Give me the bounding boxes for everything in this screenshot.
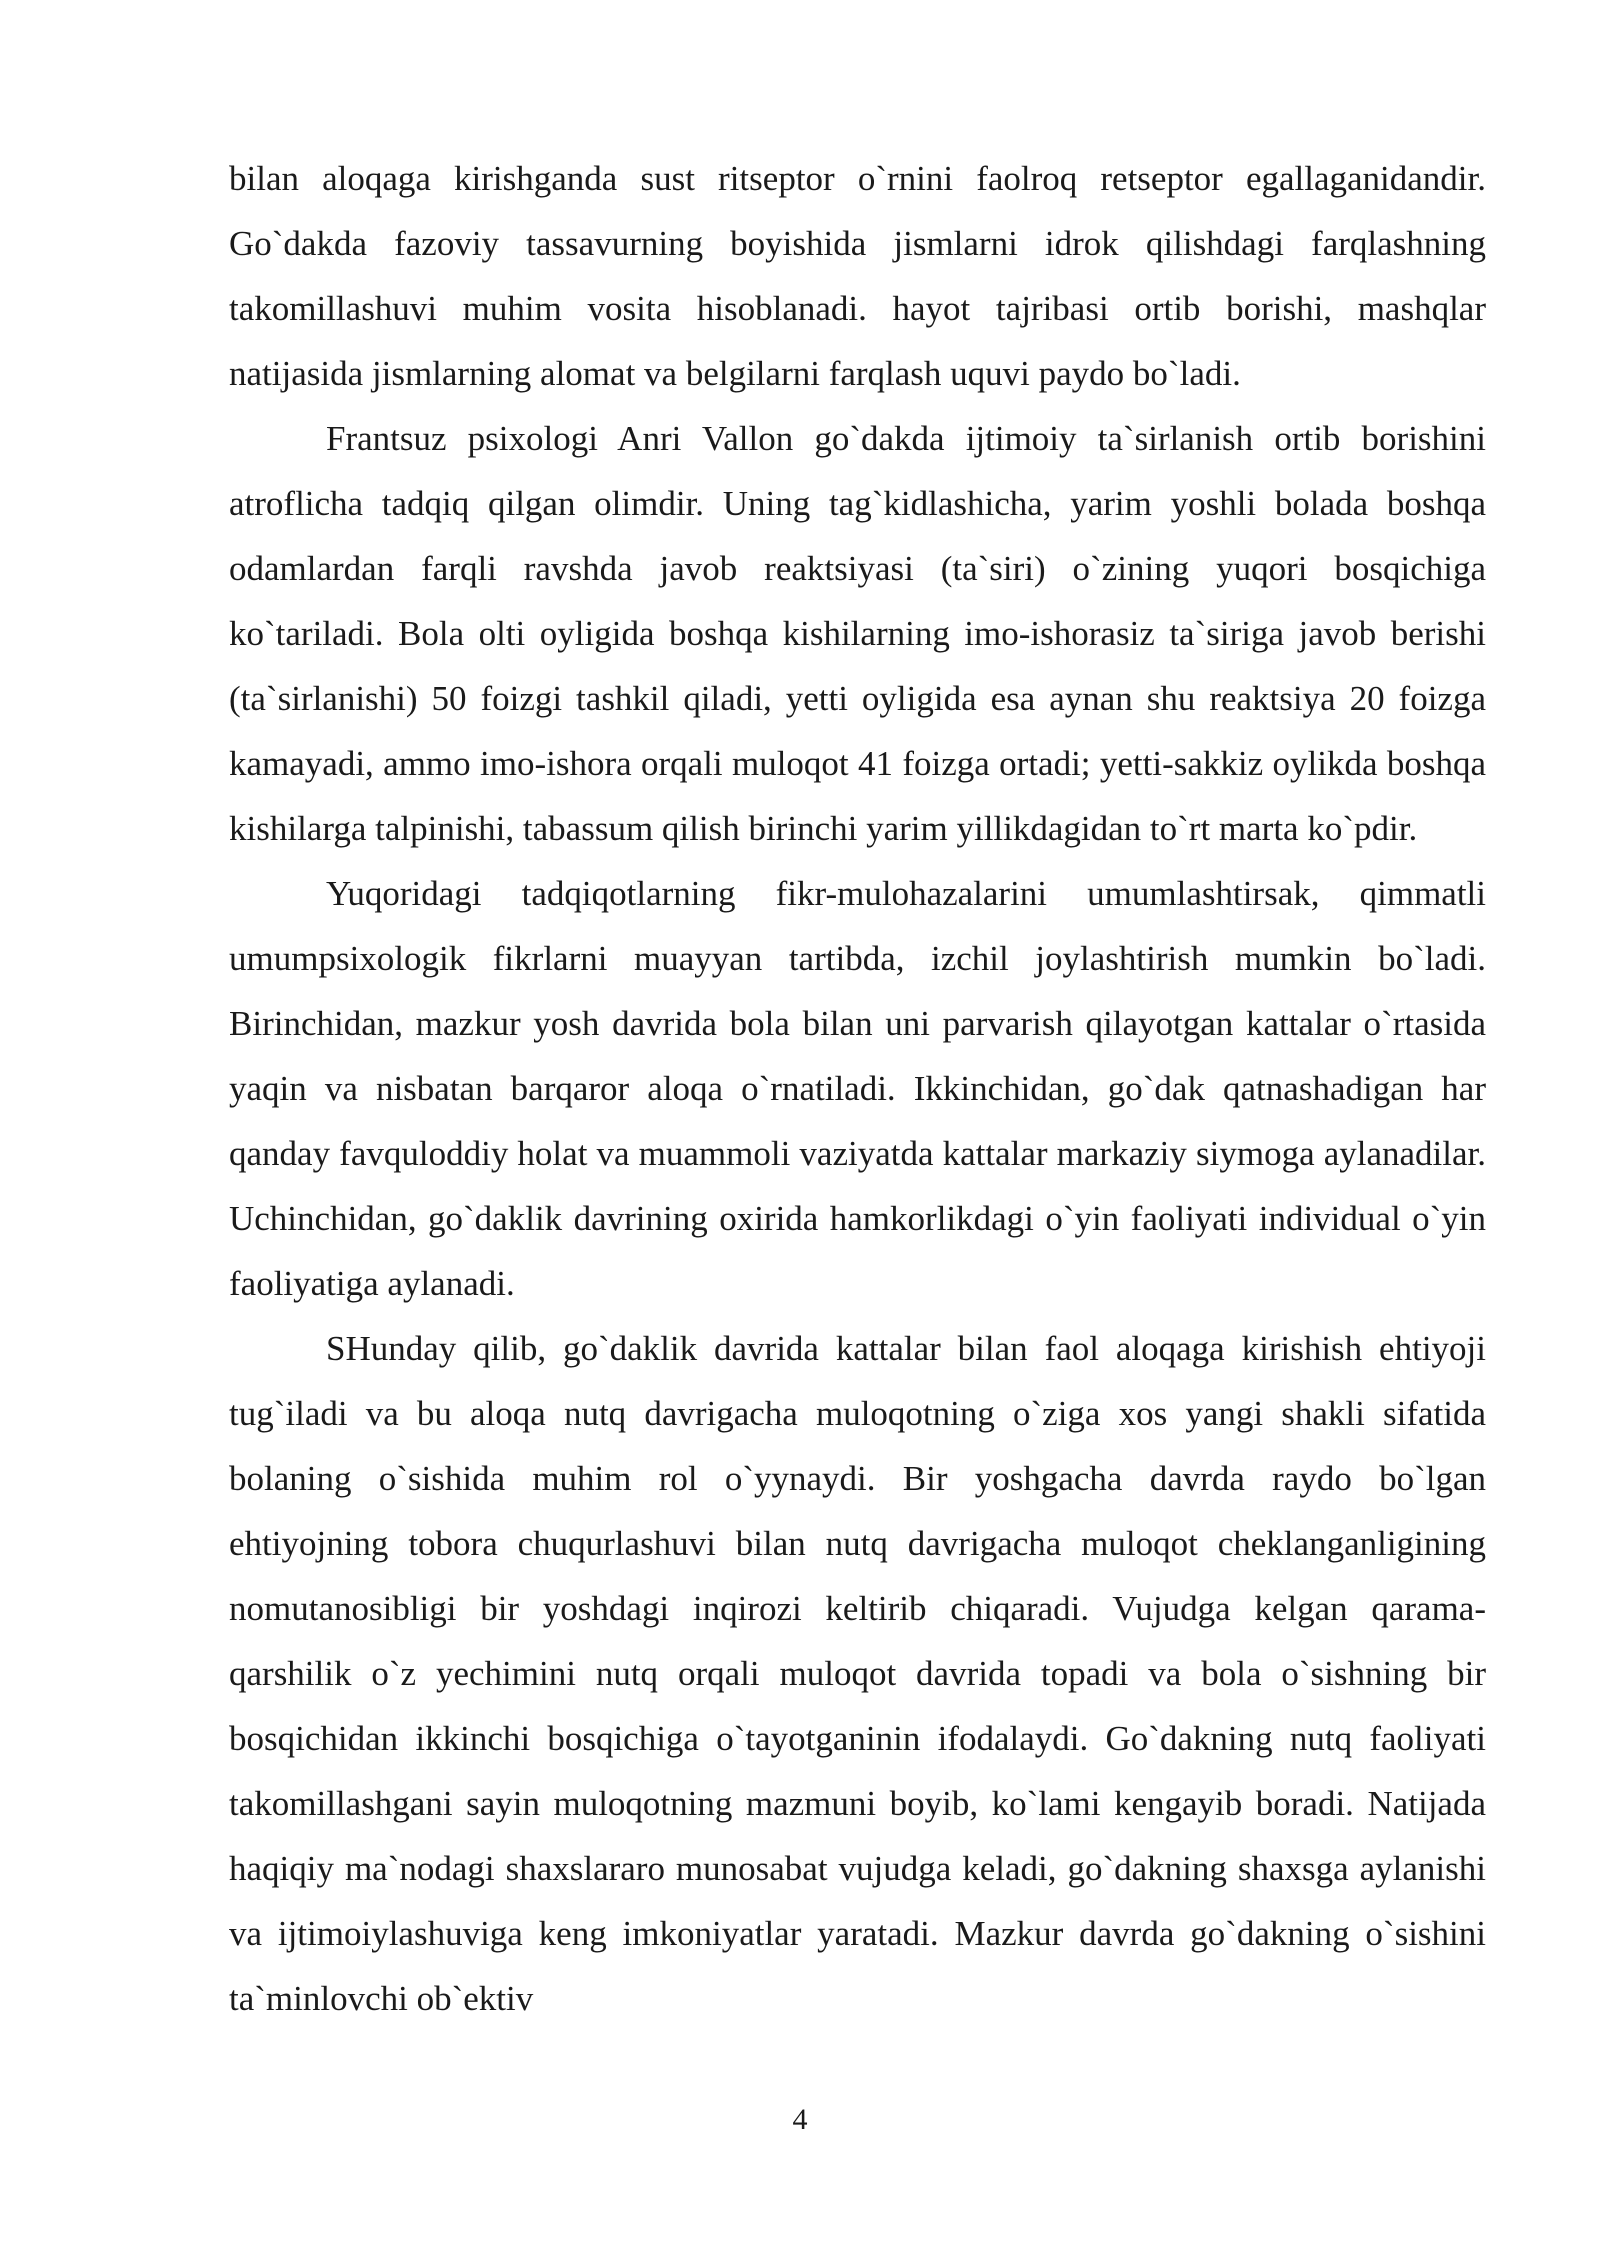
paragraph-summary: Yuqoridagi tadqiqotlarning fikr-mulohazalarini umumlashtirsak, qimmatli umumpsixologik fikrlarni muayyan tartibda, izchil joylashtirish mumkin bo`ladi. Birinchidan, mazkur yosh davrida bola bilan uni parvarish qilayotgan kattalar o`rtasida yaqin va nisbatan barqaror aloqa o`rnatiladi. Ikkinchidan, go`dak qatnashadigan har qanday favquloddiy holat va muammoli vaziyatda kattalar markaziy siymoga aylanadilar. Uchinchidan, go`daklik davrining oxirida hamkorlikdagi o`yin faoliyati individual o`yin faoliyatiga aylanadi. xyxy=(229,874,1486,1303)
paragraph-vallon: Frantsuz psixologi Anri Vallon go`dakda ijtimoiy ta`sirlanish ortib borishini atroflicha tadqiq qilgan olimdir. Uning tag`kidlashicha, yarim yoshli bolada boshqa odamlardan farqli ravshda javob reaktsiyasi (ta`siri) o`zining yuqori bosqichiga ko`tariladi. Bola olti oyligida boshqa kishilarning imo-ishorasiz ta`siriga javob berishi (ta`sirlanishi) 50 foizgi tashkil qiladi, yetti oyligida esa aynan shu reaktsiya 20 foizga kamayadi, ammo imo-ishora orqali muloqot 41 foizga ortadi; yetti-sakkiz oylikda boshqa kishilarga talpinishi, tabassum qilish birinchi yarim yillikdagidan to`rt marta ko`pdir. xyxy=(229,419,1486,848)
body-text xyxy=(229,146,1486,2031)
page-number: 4 xyxy=(792,2103,808,2136)
paragraph-continuation: bilan aloqaga kirishganda sust ritseptor o`rnini faolroq retseptor egallaganidandir. Go`dakda fazoviy tassavurning boyishida jismlarni idrok qilishdagi farqlashning takomillashuvi muhim vosita hisoblanadi. hayot tajribasi ortib borishi, mashqlar natijasida jismlarning alomat va belgilarni farqlash uquvi paydo bo`ladi. xyxy=(229,159,1486,393)
paragraph-conclusion: SHunday qilib, go`daklik davrida kattalar bilan faol aloqaga kirishish ehtiyoji tug`iladi va bu aloqa nutq davrigacha muloqotning o`ziga xos yangi shakli sifatida bolaning o`sishida muhim rol o`yynaydi. Bir yoshgacha davrda raydo bo`lgan ehtiyojning tobora chuqurlashuvi bilan nutq davrigacha muloqot cheklanganligining nomutanosibligi bir yoshdagi inqirozi keltirib chiqaradi. Vujudga kelgan qarama-qarshilik o`z yechimini nutq orqali muloqot davrida topadi va bola o`sishning bir bosqichidan ikkinchi bosqichiga o`tayotganinin ifodalaydi. Go`dakning nutq faoliyati takomillashgani sayin muloqotning mazmuni boyib, ko`lami kengayib boradi. Natijada haqiqiy ma`nodagi shaxslararo munosabat vujudga keladi, go`dakning shaxsga aylanishi va ijtimoiylashuviga keng imkoniyatlar yaratadi. Mazkur davrda go`dakning o`sishini ta`minlovchi ob`ektiv xyxy=(229,1329,1486,2018)
